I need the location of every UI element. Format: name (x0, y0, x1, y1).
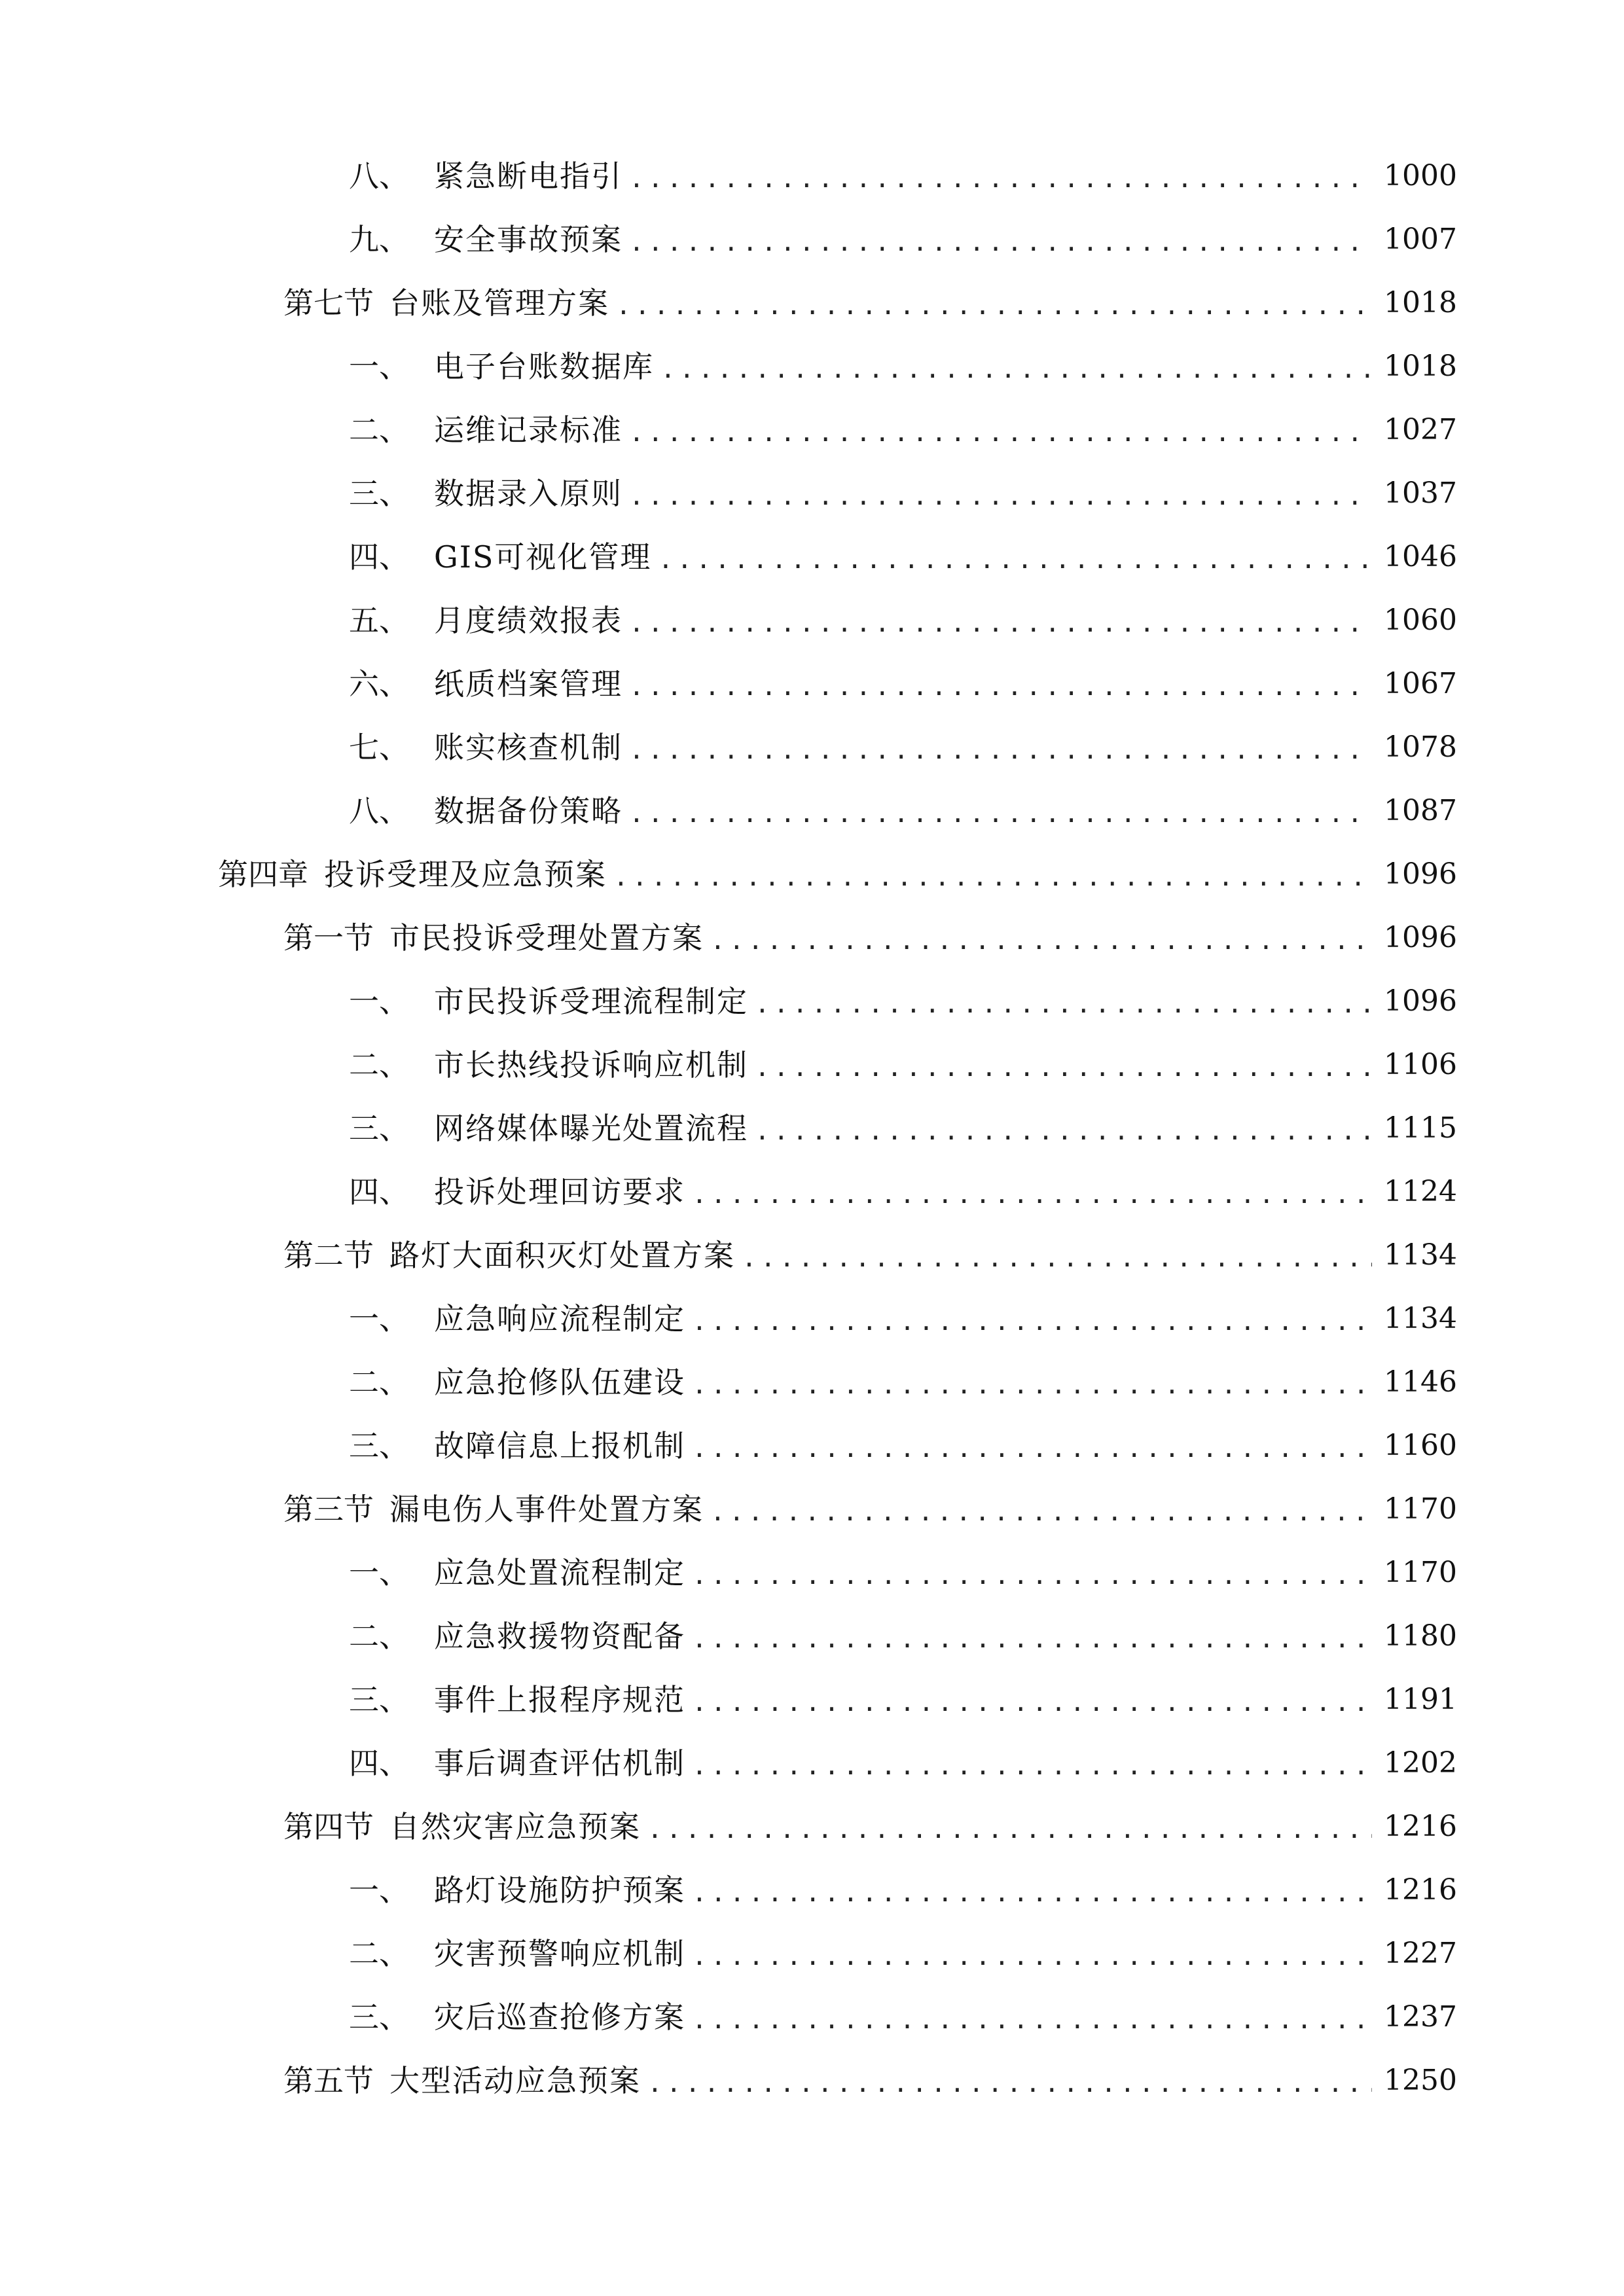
toc-entry-page: 1106 (1384, 1048, 1457, 1081)
toc-entry-title: 应急响应流程制定 (434, 1301, 685, 1336)
dot-leader (660, 343, 1372, 395)
toc-entry-title: 紧急断电指引 (434, 158, 623, 194)
toc-entry-title: 投诉受理及应急预案 (324, 857, 607, 892)
dot-leader (755, 978, 1372, 1030)
toc-entry-title: 事件上报程序规范 (434, 1682, 685, 1717)
toc-entry-page: 1124 (1384, 1175, 1457, 1208)
toc-entry-number: 第四章 (218, 857, 308, 892)
toc-entry-page: 1115 (1384, 1111, 1457, 1145)
toc-entry-label (349, 531, 651, 583)
toc-entry-page: 1191 (1384, 1683, 1457, 1716)
dot-leader (692, 1549, 1372, 1602)
toc-entry[interactable] (218, 848, 1457, 901)
toc-entry-label (349, 721, 623, 774)
toc-entry[interactable] (349, 1039, 1457, 1091)
toc-entry-page: 1078 (1384, 730, 1457, 764)
toc-entry[interactable] (349, 975, 1457, 1028)
toc-entry-number: 三、 (349, 2000, 409, 2035)
toc-entry-label (349, 150, 623, 202)
toc-entry[interactable] (349, 1991, 1457, 2043)
dot-leader (613, 851, 1372, 903)
toc-entry-label (283, 1483, 704, 1535)
toc-entry-title: 台账及管理方案 (389, 285, 609, 321)
toc-entry-page: 1146 (1384, 1365, 1457, 1399)
toc-entry-number: 三、 (349, 476, 409, 511)
toc-entry[interactable] (349, 658, 1457, 710)
toc-entry-label (349, 1864, 685, 1916)
toc-entry-title: 自然灾害应急预案 (389, 1809, 641, 1844)
toc-entry-title: 市民投诉受理流程制定 (434, 984, 748, 1019)
toc-entry-page: 1018 (1384, 286, 1457, 319)
toc-entry-number: 一、 (349, 1873, 409, 1908)
toc-entry[interactable] (349, 785, 1457, 837)
toc-entry-number: 第三节 (283, 1492, 374, 1527)
toc-entry-page: 1067 (1384, 667, 1457, 700)
toc-entry[interactable] (349, 1928, 1457, 1980)
toc-entry-title: 运维记录标准 (434, 412, 623, 448)
toc-entry-title: 应急抢修队伍建设 (434, 1365, 685, 1400)
dot-leader (692, 1422, 1372, 1475)
toc-entry-title: 应急处置流程制定 (434, 1555, 685, 1590)
toc-entry-page: 1170 (1384, 1492, 1457, 1526)
toc-entry-title: 漏电伤人事件处置方案 (389, 1492, 704, 1527)
dot-leader (629, 787, 1372, 840)
toc-entry-page: 1160 (1384, 1429, 1457, 1462)
dot-leader (647, 2057, 1372, 2109)
toc-entry-label (349, 213, 623, 266)
dot-leader (629, 152, 1372, 205)
dot-leader (616, 279, 1372, 332)
toc-entry-number: 二、 (349, 1936, 409, 1971)
toc-entry-page: 1134 (1384, 1238, 1457, 1272)
toc-entry[interactable] (283, 1483, 1457, 1535)
toc-entry-title: 数据录入原则 (434, 476, 623, 511)
toc-entry-title: 路灯大面积灭灯处置方案 (389, 1238, 735, 1273)
toc-entry-number: 八、 (349, 158, 409, 194)
toc-entry-page: 1087 (1384, 794, 1457, 827)
toc-entry-title: 事后调查评估机制 (434, 1746, 685, 1781)
toc-entry-title: 故障信息上报机制 (434, 1428, 685, 1463)
toc-entry-number: 四、 (349, 1174, 409, 1210)
toc-entry-page: 1007 (1384, 223, 1457, 256)
toc-entry[interactable] (349, 1864, 1457, 1916)
dot-leader (692, 1295, 1372, 1348)
toc-entry-page: 1060 (1384, 603, 1457, 637)
toc-entry-number: 五、 (349, 603, 409, 638)
dot-leader (755, 1041, 1372, 1094)
dot-leader (658, 533, 1372, 586)
toc-entry-label (349, 658, 623, 710)
toc-entry-number: 九、 (349, 222, 409, 257)
toc-entry-number: 二、 (349, 1047, 409, 1083)
toc-entry-label (349, 467, 623, 520)
toc-entry-number: 第一节 (283, 920, 374, 956)
toc-entry[interactable] (349, 1102, 1457, 1155)
toc-entry-label (349, 340, 654, 393)
toc-entry-page: 1027 (1384, 413, 1457, 446)
toc-entry-page: 1096 (1384, 921, 1457, 954)
dot-leader (629, 470, 1372, 522)
toc-entry[interactable] (349, 1610, 1457, 1662)
dot-leader (692, 1867, 1372, 1919)
toc-entry-page: 1096 (1384, 984, 1457, 1018)
toc-entry-title: 市民投诉受理处置方案 (389, 920, 704, 956)
dot-leader (647, 1803, 1372, 1856)
toc-entry-number: 二、 (349, 412, 409, 448)
toc-entry-number: 二、 (349, 1619, 409, 1654)
toc-entry-title: 纸质档案管理 (434, 666, 623, 702)
toc-entry[interactable] (349, 531, 1457, 583)
toc-entry[interactable] (349, 1547, 1457, 1599)
toc-entry-page: 1237 (1384, 2000, 1457, 2034)
dot-leader (692, 1168, 1372, 1221)
toc-entry[interactable] (349, 1166, 1457, 1218)
toc-entry-label (349, 975, 748, 1028)
toc-entry[interactable] (283, 1801, 1457, 1853)
toc-entry-number: 第五节 (283, 2063, 374, 2098)
toc-entry-number: 一、 (349, 1301, 409, 1336)
dot-leader (710, 914, 1372, 967)
toc-entry-label (283, 2054, 641, 2107)
toc-entry-label (349, 404, 623, 456)
toc-entry-label (349, 1039, 748, 1091)
toc-entry-label (283, 277, 609, 329)
toc-entry-title: 网络媒体曝光处置流程 (434, 1111, 748, 1146)
toc-entry[interactable] (283, 2054, 1457, 2107)
toc-entry-label (283, 1801, 641, 1853)
toc-entry-label (349, 1166, 685, 1218)
dot-leader (692, 1359, 1372, 1411)
dot-leader (755, 1105, 1372, 1157)
toc-entry-page: 1037 (1384, 476, 1457, 510)
dot-leader (629, 724, 1372, 776)
toc-entry[interactable] (283, 277, 1457, 329)
toc-entry-number: 一、 (349, 1555, 409, 1590)
toc-entry[interactable] (349, 594, 1457, 647)
toc-entry-title: 应急救援物资配备 (434, 1619, 685, 1654)
toc-entry-title: 灾后巡查抢修方案 (434, 2000, 685, 2035)
toc-entry-number: 二、 (349, 1365, 409, 1400)
toc-entry-page: 1170 (1384, 1556, 1457, 1589)
toc-entry[interactable] (283, 1229, 1457, 1282)
toc-entry-title: 灾害预警响应机制 (434, 1936, 685, 1971)
toc-entry-title: 电子台账数据库 (434, 349, 654, 384)
dot-leader (710, 1486, 1372, 1538)
toc-entry[interactable] (349, 1293, 1457, 1345)
toc-entry-number: 第二节 (283, 1238, 374, 1273)
toc-entry-title: 账实核查机制 (434, 730, 623, 765)
toc-entry-number: 第七节 (283, 285, 374, 321)
dot-leader (692, 1613, 1372, 1665)
toc-entry-page: 1018 (1384, 350, 1457, 383)
toc-entry[interactable] (349, 721, 1457, 774)
toc-entry[interactable] (349, 150, 1457, 202)
toc-entry-number: 六、 (349, 666, 409, 702)
toc-entry-number: 三、 (349, 1682, 409, 1717)
toc-entry-label (349, 1420, 685, 1472)
toc-entry-number: 第四节 (283, 1809, 374, 1844)
toc-entry-title: 路灯设施防护预案 (434, 1873, 685, 1908)
toc-entry-page: 1202 (1384, 1746, 1457, 1780)
toc-entry-title: 月度绩效报表 (434, 603, 623, 638)
toc-entry-title: 大型活动应急预案 (389, 2063, 641, 2098)
toc-entry-page: 1134 (1384, 1302, 1457, 1335)
toc-entry[interactable] (283, 912, 1457, 964)
dot-leader (692, 1930, 1372, 1982)
dot-leader (692, 1676, 1372, 1729)
toc-entry-label (349, 594, 623, 647)
toc-entry-number: 一、 (349, 984, 409, 1019)
dot-leader (629, 406, 1372, 459)
toc-entry-label (283, 1229, 735, 1282)
toc-entry[interactable] (349, 1674, 1457, 1726)
dot-leader (742, 1232, 1372, 1284)
toc-entry-number: 四、 (349, 1746, 409, 1781)
toc-entry-label (218, 848, 607, 901)
toc-entry-page: 1046 (1384, 540, 1457, 573)
toc-entry[interactable] (349, 213, 1457, 266)
toc-entry-number: 八、 (349, 793, 409, 829)
toc-entry-label (349, 1356, 685, 1408)
toc-entry-page: 1227 (1384, 1937, 1457, 1970)
toc-entry[interactable] (349, 1420, 1457, 1472)
toc-entry-page: 1000 (1384, 159, 1457, 192)
toc-entry-number: 三、 (349, 1111, 409, 1146)
toc-entry-label (349, 1674, 685, 1726)
toc-entry-label (349, 1610, 685, 1662)
toc-entry-label (349, 785, 623, 837)
toc-entry-number: 三、 (349, 1428, 409, 1463)
dot-leader (629, 216, 1372, 268)
toc-entry-label (349, 1547, 685, 1599)
toc-entry-label (349, 1293, 685, 1345)
toc-entry-page: 1216 (1384, 1810, 1457, 1843)
toc-entry[interactable] (349, 1737, 1457, 1789)
toc-entry-label (349, 1991, 685, 2043)
toc-entry-label (349, 1737, 685, 1789)
toc-entry-page: 1216 (1384, 1873, 1457, 1907)
toc-entry-label (283, 912, 704, 964)
dot-leader (692, 1994, 1372, 2046)
toc-entry[interactable] (349, 404, 1457, 456)
toc-entry[interactable] (349, 1356, 1457, 1408)
toc-entry-number: 四、 (349, 539, 409, 575)
toc-entry-number: 七、 (349, 730, 409, 765)
toc-entry-label (349, 1928, 685, 1980)
toc-entry[interactable] (349, 467, 1457, 520)
toc-entry-number: 一、 (349, 349, 409, 384)
toc-entry-page: 1250 (1384, 2064, 1457, 2097)
toc-entry[interactable] (349, 340, 1457, 393)
toc-entry-title: 投诉处理回访要求 (434, 1174, 685, 1210)
toc-entry-title: 安全事故预案 (434, 222, 623, 257)
toc-entry-title: 数据备份策略 (434, 793, 623, 829)
dot-leader (629, 597, 1372, 649)
dot-leader (629, 660, 1372, 713)
toc-entry-label (349, 1102, 748, 1155)
dot-leader (692, 1740, 1372, 1792)
toc-entry-page: 1180 (1384, 1619, 1457, 1653)
toc-entry-page: 1096 (1384, 857, 1457, 891)
toc-entry-title: GIS可视化管理 (434, 539, 652, 575)
toc-entry-title: 市长热线投诉响应机制 (434, 1047, 748, 1083)
